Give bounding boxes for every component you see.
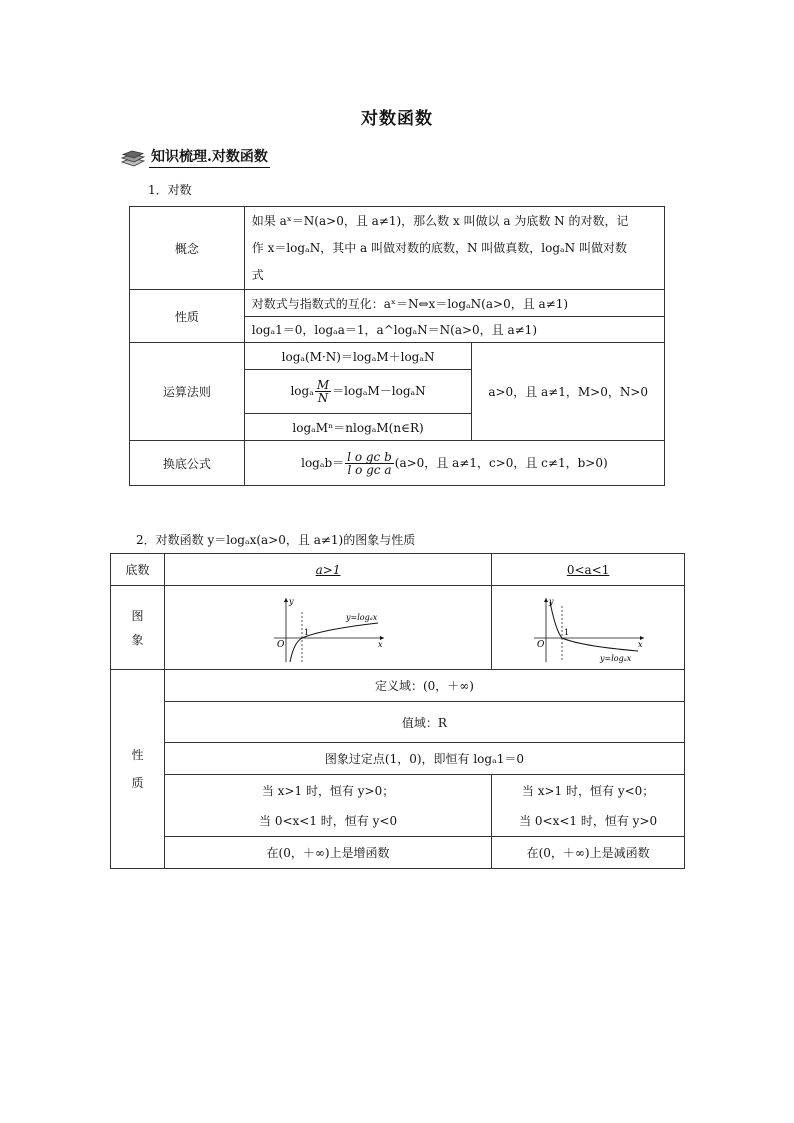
- concept-label: 概念: [130, 207, 245, 290]
- col-gt1-text: a>1: [315, 562, 341, 577]
- lt1-curve-label: y=logₐx: [600, 653, 632, 663]
- section-header: [120, 146, 270, 168]
- graph-row: [111, 586, 685, 670]
- change-numerator: l o gc b: [347, 449, 392, 464]
- gt1-axis-x: x: [378, 639, 383, 649]
- concept-text: [244, 207, 664, 290]
- mono-lt1-cell: 在(0，＋∞)上是减函数: [492, 837, 685, 869]
- rules-label: 运算法则: [130, 343, 245, 441]
- rule-quotient-suffix: ＝logₐM－logₐN: [332, 384, 426, 398]
- sign-gt1-line-1: 当 x>1 时，恒有 y>0；: [261, 783, 395, 798]
- monotonic-row: [111, 837, 685, 869]
- rule-power: logₐMⁿ＝nlogₐM(n∈R): [244, 414, 472, 441]
- range-row: [111, 702, 685, 743]
- sign-lt1-line-2: 当 0<x<1 时，恒有 y>0: [519, 813, 658, 828]
- rules-row-1: [130, 343, 665, 370]
- change-label: 换底公式: [130, 441, 245, 486]
- property-label: 性质: [130, 290, 245, 343]
- change-row: [130, 441, 665, 486]
- sign-gt1-line-2: 当 0<x<1 时，恒有 y<0: [259, 813, 398, 828]
- concept-row: [130, 207, 665, 290]
- books-icon: [120, 150, 146, 168]
- part2-heading: 2．对数函数 y＝logₐx(a>0，且 a≠1)的图象与性质: [136, 533, 416, 547]
- property-row-1: [130, 290, 665, 317]
- range-cell: 值域：R: [164, 702, 684, 743]
- graph-label: 图 象: [111, 586, 165, 670]
- change-suffix: (a>0，且 a≠1，c>0，且 c≠1，b>0): [394, 455, 608, 470]
- header-row: [111, 554, 685, 586]
- lt1-axis-y: y: [549, 596, 554, 606]
- sign-lt1-cell: [492, 775, 685, 837]
- concept-line-2: 作 x＝logₐN，其中 a 叫做对数的底数，N 叫做真数，logₐN 叫做对数: [251, 240, 627, 255]
- rules-condition: a>0，且 a≠1，M>0，N>0: [472, 343, 665, 441]
- gt1-axis-y: y: [289, 596, 294, 606]
- log-function-table: [110, 553, 685, 869]
- gt1-curve-label: y=logₐx: [346, 612, 378, 622]
- change-prefix: logₐb＝: [301, 455, 345, 470]
- col-lt1-text: 0<a<1: [566, 562, 610, 577]
- change-fraction: [345, 451, 394, 476]
- concept-line-3: 式: [251, 267, 264, 282]
- col-gt1: [164, 554, 491, 586]
- fixed-point-cell: 图象过定点(1，0)，即恒有 logₐ1＝0: [164, 743, 684, 775]
- sign-lt1-line-1: 当 x>1 时，恒有 y<0；: [521, 783, 655, 798]
- graph-gt1-cell: [164, 586, 491, 670]
- mono-gt1-cell: 在(0，＋∞)上是增函数: [164, 837, 491, 869]
- graph-lt1-cell: [492, 586, 685, 670]
- rule-quotient: [244, 370, 472, 414]
- prop-label: 性 质: [111, 670, 165, 869]
- fixed-point-row: [111, 743, 685, 775]
- fraction-numerator: M: [316, 378, 330, 392]
- rule-quotient-prefix: logₐ: [290, 384, 314, 398]
- graph-lt1: [528, 592, 648, 664]
- sign-row: [111, 775, 685, 837]
- graph-gt1: [268, 592, 388, 664]
- domain-cell: 定义域：(0，＋∞): [164, 670, 684, 702]
- lt1-axis-x: x: [638, 639, 643, 649]
- section-label: 知识梳理.对数函数: [149, 146, 270, 168]
- col-lt1: [492, 554, 685, 586]
- part1-heading: 1．对数: [148, 183, 192, 197]
- sign-gt1-cell: [164, 775, 491, 837]
- property-text-2: logₐ1＝0，logₐa＝1，a^logₐN＝N(a>0，且 a≠1): [244, 317, 664, 343]
- lt1-one: 1: [564, 627, 570, 637]
- gt1-origin: O: [277, 639, 285, 650]
- change-formula: [244, 441, 664, 486]
- property-text-1: 对数式与指数式的互化：aˣ＝N⇔x＝logₐN(a>0，且 a≠1): [244, 290, 664, 317]
- col-base: 底数: [111, 554, 165, 586]
- rule-product: logₐ(M·N)＝logₐM＋logₐN: [244, 343, 472, 370]
- concept-line-1: 如果 aˣ＝N(a>0，且 a≠1)，那么数 x 叫做以 a 为底数 N 的对数，记: [251, 213, 629, 228]
- logarithm-table: [129, 206, 665, 486]
- gt1-one: 1: [304, 627, 310, 637]
- lt1-origin: O: [537, 639, 545, 650]
- fraction-m-over-n: [315, 379, 331, 404]
- domain-row: [111, 670, 685, 702]
- fraction-denominator: N: [317, 391, 329, 405]
- page-title: 对数函数: [361, 109, 433, 129]
- change-denominator: l o gc a: [347, 462, 392, 477]
